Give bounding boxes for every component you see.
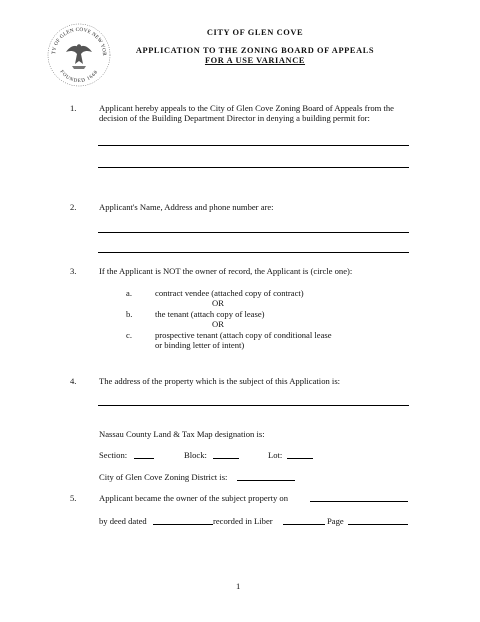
- item-1-text: Applicant hereby appeals to the City of Glen Cove Zoning Board of Appeals from the decision of the Building Department Director in denying a building permit for:: [99, 103, 394, 124]
- eagle-seal-icon: [66, 44, 92, 69]
- form-subtitle: FOR A USE VARIANCE: [204, 56, 306, 65]
- item-2-number: 2.: [70, 202, 77, 212]
- item-1-number: 1.: [70, 103, 77, 113]
- deed-dated-label: by deed dated: [99, 516, 147, 526]
- item-4-text: The address of the property which is the subject of this Application is:: [99, 376, 341, 386]
- lot-field[interactable]: [287, 450, 313, 459]
- item-4-answer-line[interactable]: [98, 405, 409, 406]
- item-2-answer-line-2[interactable]: [98, 252, 409, 253]
- zoning-district-label: City of Glen Cove Zoning District is:: [99, 472, 228, 482]
- lot-label: Lot:: [268, 450, 283, 460]
- form-title: APPLICATION TO THE ZONING BOARD OF APPEALS: [135, 46, 375, 55]
- option-a-letter: a.: [126, 288, 132, 298]
- page-number: 1: [236, 581, 241, 591]
- or-label-2: OR: [212, 319, 224, 329]
- block-label: Block:: [184, 450, 207, 460]
- block-field[interactable]: [213, 450, 239, 459]
- item-5-text: Applicant became the owner of the subject property on: [99, 493, 288, 503]
- option-c-letter: c.: [126, 330, 132, 340]
- deed-date-field[interactable]: [153, 516, 213, 525]
- item-1-answer-line-2[interactable]: [98, 167, 409, 168]
- tax-map-heading: Nassau County Land & Tax Map designation is:: [99, 429, 265, 439]
- option-c-text[interactable]: prospective tenant (attach copy of conditional lease or binding letter of intent): [155, 330, 332, 351]
- svg-text:FOUNDED 1668: [58, 70, 99, 84]
- city-name: CITY OF GLEN COVE: [206, 28, 304, 37]
- zoning-district-field[interactable]: [237, 472, 295, 481]
- owner-date-field[interactable]: [310, 493, 408, 502]
- option-b-letter: b.: [126, 309, 133, 319]
- item-3-number: 3.: [70, 266, 77, 276]
- section-field[interactable]: [134, 450, 154, 459]
- or-label-1: OR: [212, 298, 224, 308]
- seal-ring-bottom-text: FOUNDED 1668: [58, 69, 100, 85]
- item-4-number: 4.: [70, 376, 77, 386]
- recorded-in-liber-label: recorded in Liber: [213, 516, 273, 526]
- item-1-answer-line-1[interactable]: [98, 145, 409, 146]
- seal-ring-top-text: TY OF GLEN COVE NEW YOR: [50, 26, 108, 57]
- item-2-text: Applicant's Name, Address and phone number are:: [99, 202, 274, 212]
- page-field[interactable]: [348, 516, 408, 525]
- item-3-text: If the Applicant is NOT the owner of record, the Applicant is (circle one):: [99, 266, 353, 276]
- page-label: Page: [327, 516, 344, 526]
- item-2-answer-line-1[interactable]: [98, 232, 409, 233]
- item-5-number: 5.: [70, 493, 77, 503]
- option-a-text[interactable]: contract vendee (attached copy of contract): [155, 288, 304, 298]
- option-b-text[interactable]: the tenant (attach copy of lease): [155, 309, 265, 319]
- section-label: Section:: [99, 450, 128, 460]
- liber-field[interactable]: [283, 516, 325, 525]
